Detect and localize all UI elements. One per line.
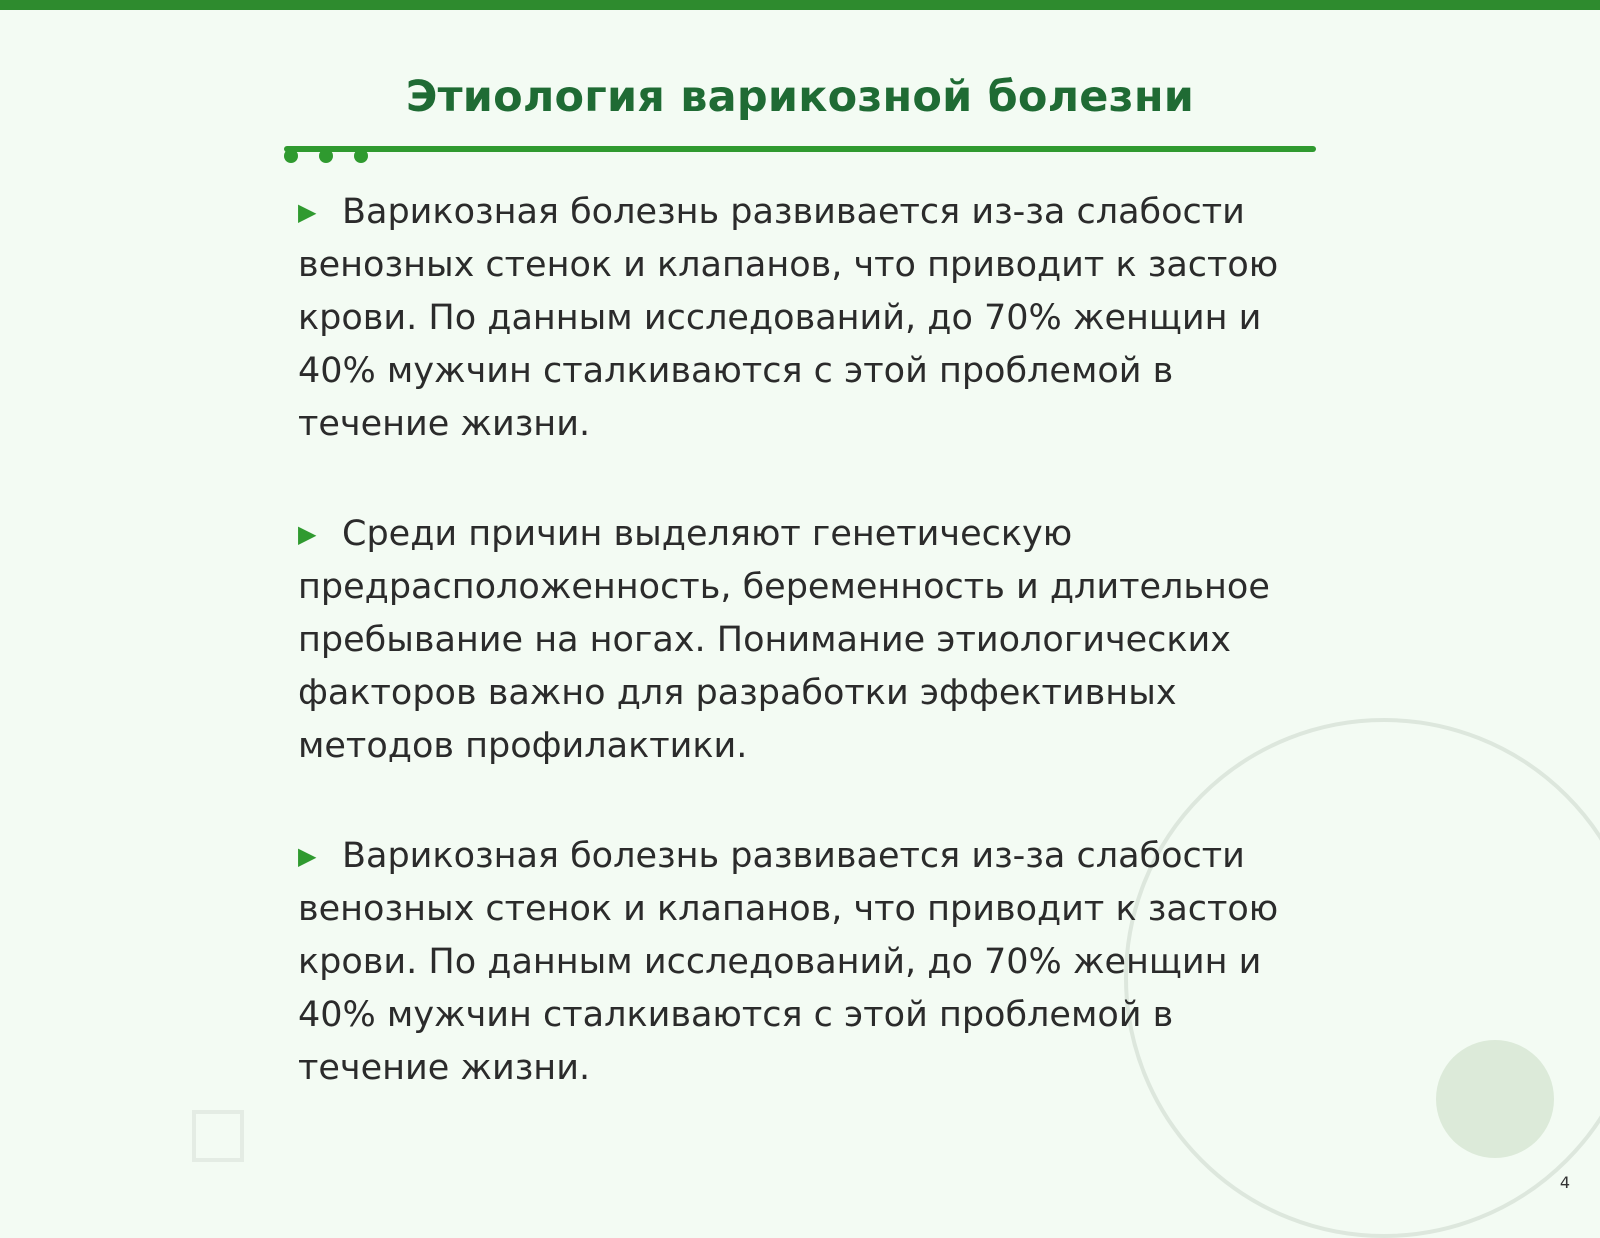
decorative-square xyxy=(192,1110,244,1162)
bullet-list xyxy=(298,186,1318,1095)
bullet-text: Варикозная болезнь развивается из-за слабости венозных стенок и клапанов, что приводит к застою крови. По данным исследований, до 70% женщин и 40% мужчин сталкиваются с этой проблемой в течение жизни. xyxy=(298,836,1279,1088)
title-dot xyxy=(354,149,368,163)
bullet-text: Среди причин выделяют генетическую предрасположенность, беременность и длительное пребывание на ногах. Понимание этиологических факторов важно для разработки эффективных методов профилактики. xyxy=(298,514,1270,766)
bullet-text: Варикозная болезнь развивается из-за слабости венозных стенок и клапанов, что приводит к застою крови. По данным исследований, до 70% женщин и 40% мужчин сталкиваются с этой проблемой в течение жизни. xyxy=(298,192,1279,444)
title-underline xyxy=(284,146,1316,152)
triangle-bullet-icon: ▶ xyxy=(298,842,317,870)
bullet-item xyxy=(298,186,1318,451)
title-dot xyxy=(319,149,333,163)
bullet-item xyxy=(298,830,1318,1095)
decorative-disc xyxy=(1436,1040,1554,1158)
page-number: 4 xyxy=(1559,1173,1570,1192)
top-accent-bar xyxy=(0,0,1600,10)
triangle-bullet-icon: ▶ xyxy=(298,198,317,226)
bullet-item xyxy=(298,508,1318,773)
slide-title: Этиология варикозной болезни xyxy=(405,72,1195,122)
title-dot xyxy=(284,149,298,163)
triangle-bullet-icon: ▶ xyxy=(298,520,317,548)
